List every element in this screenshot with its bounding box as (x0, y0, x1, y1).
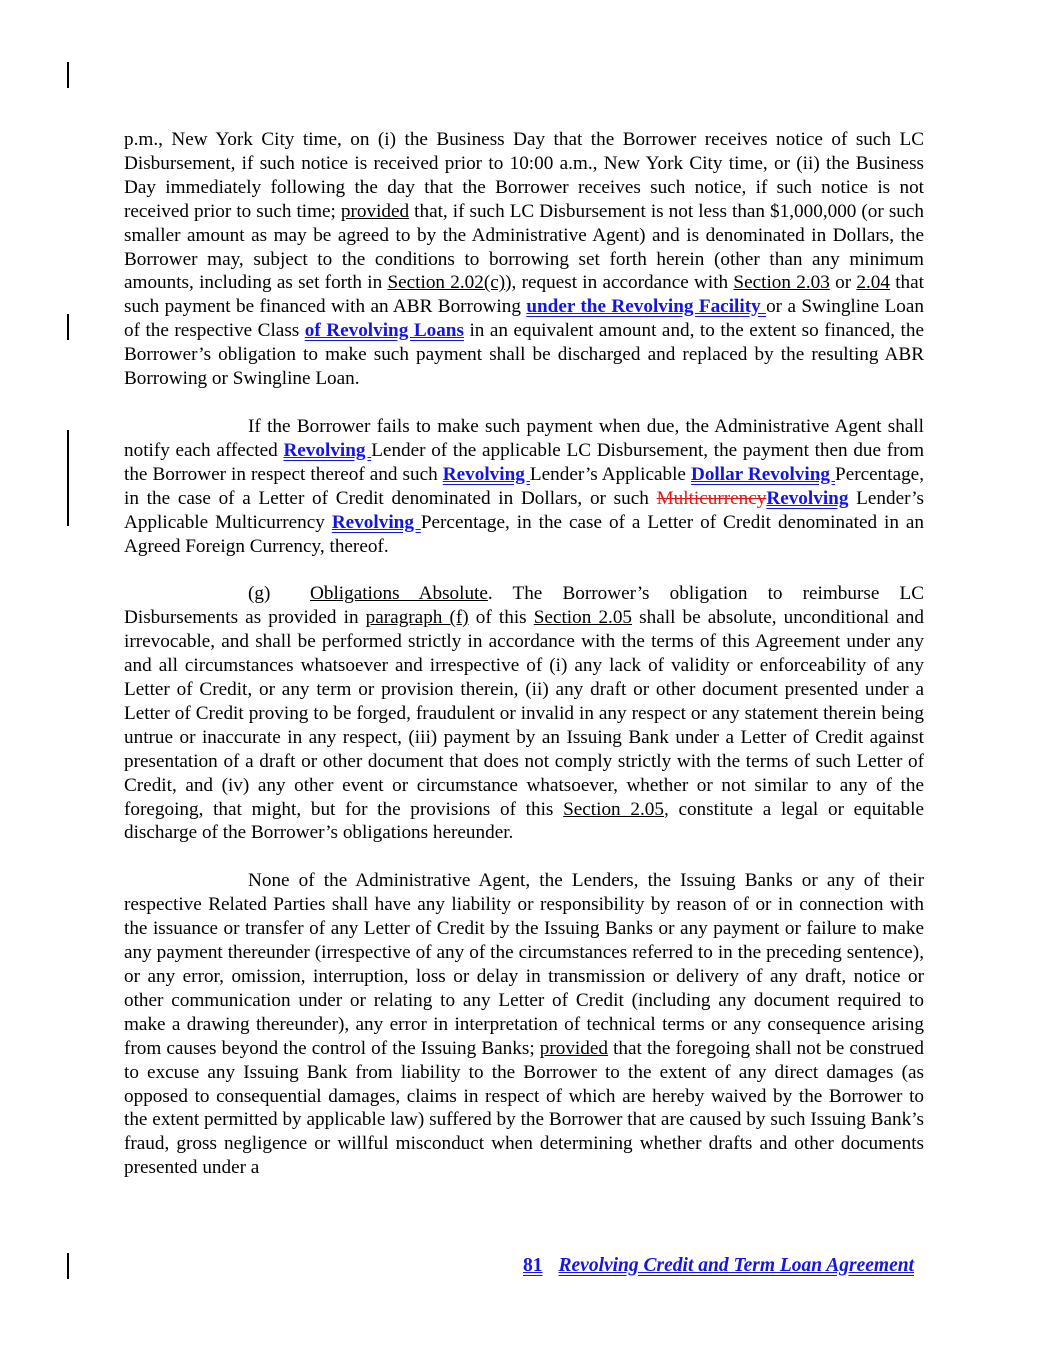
tracked-insertion: of Revolving Loans (304, 320, 464, 342)
footer-document-title: Revolving Credit and Term Loan Agreement (558, 1255, 915, 1276)
cross-reference[interactable]: Section 2.05 (533, 607, 633, 629)
tracked-insertion: Revolving (766, 487, 849, 509)
cross-reference[interactable]: Section 2.05 (563, 798, 664, 820)
page-number: 81 (523, 1255, 543, 1276)
paragraph-lc-disbursement-timing: p.m., New York City time, on (i) the Business Day that the Borrower receives notice of such LC Disbursement, if such notice is received prior to 10:00 a.m., New York City time, or (ii) the Business Day immediately following the day that the Borrower receives such notice, if such notice is not received prior to such time; provided that, if such LC Disbursement is not less than $1,000,000 (or such smaller amount as may be agreed to by the Administrative Agent) and is denominated in Dollars, the Borrower may, subject to the conditions to borrowing set forth herein (other than any minimum amounts, including as set forth in Section 2.02(c)), request in accordance with Section 2.03 or 2.04 that such payment be financed with an ABR Borrowing under the Revolving Facility or a Swingline Loan of the respective Class of Revolving Loans in an equivalent amount and, to the extent so financed, the Borrower’s obligation to make such payment shall be discharged and replaced by the resulting ABR Borrowing or Swingline Loan. (124, 129, 925, 390)
tracked-insertion: Revolving (331, 511, 421, 533)
change-bar (67, 430, 69, 526)
tracked-insertion: Revolving (283, 439, 372, 461)
section-heading: Obligations Absolute (310, 583, 488, 605)
tracked-insertion: under the Revolving Facility (526, 296, 767, 318)
change-bar (67, 314, 69, 340)
tracked-insertion: Dollar Revolving (690, 463, 836, 485)
section-label: (g) (248, 583, 271, 605)
tracked-insertion: Revolving (442, 463, 530, 485)
paragraph-no-liability: None of the Administrative Agent, the Lenders, the Issuing Banks or any of their respective Related Parties shall have any liability or responsibility by reason of or in connection with the issuance or transfer of any Letter of Credit by the Issuing Banks or any payment or failure to make any payment thereunder (irrespective of any of the circumstances referred to in the preceding sentence), or any error, omission, interruption, loss or delay in transmission or delivery of any draft, notice or other communication under or relating to any Letter of Credit (including any document required to make a drawing thereunder), any error in interpretation of technical terms or any consequence arising from causes beyond the control of the Issuing Banks; provided that the foregoing shall not be construed to excuse any Issuing Bank from liability to the Borrower to the extent of any direct damages (as opposed to consequential damages, claims in respect of which are hereby waived by the Borrower to the extent permitted by applicable law) suffered by the Borrower that are caused by such Issuing Bank’s fraud, gross negligence or willful misconduct when determining whether drafts and other documents presented under a (124, 870, 924, 1179)
defined-term-provided: provided (340, 200, 410, 222)
change-bar (67, 62, 69, 88)
cross-reference[interactable]: 2.04 (856, 272, 890, 294)
tracked-deletion: Multicurrency (656, 487, 767, 509)
document-body (124, 128, 924, 1180)
paragraph-notify-lenders: If the Borrower fails to make such payment when due, the Administrative Agent shall notify each affected Revolving Lender of the applicable LC Disbursement, the payment then due from the Borrower in respect thereof and such Revolving Lender’s Applicable Dollar Revolving Percentage, in the case of a Letter of Credit denominated in Dollars, or such MulticurrencyRevolving Lender’s Applicable Multicurrency Revolving Percentage, in the case of a Letter of Credit denominated in an Agreed Foreign Currency, thereof. (124, 415, 925, 557)
defined-term-provided: provided (539, 1037, 608, 1059)
cross-reference[interactable]: paragraph (f) (365, 607, 469, 629)
page-footer (523, 1255, 914, 1277)
paragraph-obligations-absolute: (g) Obligations Absolute. The Borrower’s obligation to reimburse LC Disbursements as provided in paragraph (f) of this Section 2.05 shall be absolute, unconditional and irrevocable, and shall be performed strictly in accordance with the terms of this Agreement under any and all circumstances whatsoever and irrespective of (i) any lack of validity or enforceability of any Letter of Credit, or any term or provision therein, (ii) any draft or other document presented under a Letter of Credit proving to be forged, fraudulent or invalid in any respect or any statement therein being untrue or inaccurate in any respect, (iii) payment by an Issuing Bank under a Letter of Credit against presentation of a draft or other document that does not comply strictly with the terms of such Letter of Credit, and (iv) any other event or circumstance whatsoever, whether or not similar to any of the foregoing, that might, but for the provisions of this Section 2.05, constitute a legal or equitable discharge of the Borrower’s obligations hereunder. (124, 583, 925, 844)
change-bar (67, 1253, 69, 1279)
cross-reference[interactable]: Section 2.03 (733, 272, 830, 294)
cross-reference[interactable]: Section 2.02(c) (387, 272, 506, 294)
